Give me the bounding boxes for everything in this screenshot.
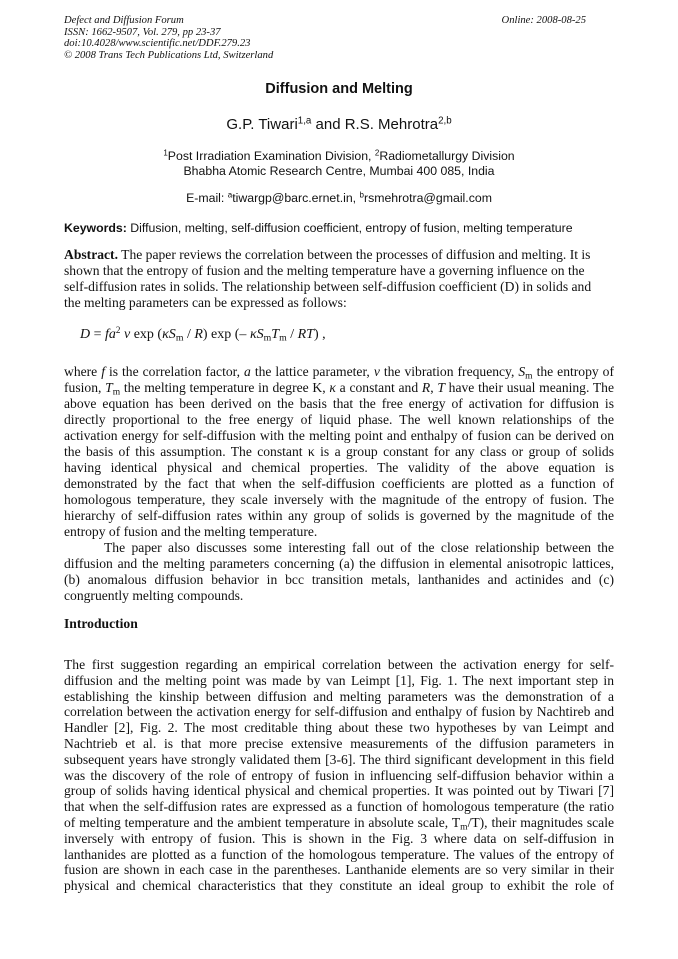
text-segment: D (80, 327, 91, 342)
text-line: that when the self-diffusion rates are expressed as a function of homologous temperature (the ratio (64, 799, 614, 815)
text-segment: m (525, 371, 533, 380)
text-line: diffusion and the melting point was made by van Leimpt [1], Fig. 1. The next important step in (64, 672, 614, 688)
text-segment: T (437, 380, 445, 395)
text-segment: RT (297, 327, 314, 342)
keywords (64, 221, 573, 235)
text-line: hierarchy of self-diffusion rates within any group of solids is governed by the magnitude of the (64, 508, 614, 523)
text-line (64, 380, 614, 396)
text-segment: ν (373, 364, 380, 379)
text-segment: / (286, 327, 298, 342)
text-line: above equation has been derived on the basis that the free energy of activation for diffusion is (64, 396, 614, 411)
text-segment: exp ( (130, 327, 163, 342)
text-segment: m (460, 822, 468, 831)
equation (80, 327, 630, 343)
paper-title: Diffusion and Melting (265, 81, 413, 97)
abstract (64, 247, 614, 311)
text-line: diffusion and the melting parameters concerning (a) the diffusion in elemental anisotropic lattices, (64, 556, 614, 571)
text-line: self-diffusion rates in solids. The relationship between self-diffusion coefficient (D) in solids and (64, 279, 592, 294)
author-2: and R.S. Mehrotra (311, 116, 439, 133)
affil-1: Post Irradiation Examination Division, (167, 149, 375, 163)
text-line (80, 327, 630, 343)
text-line: the basis of this assumption. The constant κ is a group constant for any class or group of solids (64, 444, 614, 459)
text-segment: m (175, 332, 184, 344)
text-segment: fusion, (64, 380, 106, 395)
institution: Bhabha Atomic Research Centre, Mumbai 400 085, India (183, 163, 495, 178)
text-line: demonstrated by the fact that when the self-diffusion coefficients are plotted as a function of (64, 476, 614, 491)
affil-mark: 2 (374, 148, 380, 158)
email-label: E-mail: (186, 191, 228, 205)
text-line: shown that the entropy of fusion and the melting temperature have a governing influence on the (64, 263, 585, 278)
text-segment: The paper reviews the correlation between the processes of diffusion and melting. It is (117, 247, 591, 262)
text-segment: have their usual meaning. The (444, 380, 614, 395)
text-segment: the vibration frequency, (379, 364, 519, 379)
author-1: G.P. Tiwari (226, 116, 298, 133)
copyright: © 2008 Trans Tech Publications Ltd, Switzerland (64, 49, 274, 61)
keywords-label: Keywords: (64, 221, 127, 235)
online-date: Online: 2008-08-25 (501, 15, 586, 26)
text-segment: ) , (313, 327, 326, 342)
text-line (64, 815, 614, 831)
text-segment: = (90, 327, 106, 342)
text-segment: T (271, 327, 280, 342)
text-segment: R (194, 327, 203, 342)
affiliations (0, 149, 678, 178)
text-segment: a (244, 364, 251, 379)
text-segment: the lattice parameter, (250, 364, 374, 379)
abstract-paragraph (64, 364, 614, 540)
text-segment: Abstract. (64, 247, 118, 262)
email-line (0, 191, 678, 205)
email-mark: a (227, 190, 233, 200)
text-line: activation energy for self-diffusion with the melting point and enthalpy of fusion can be derived on (64, 428, 614, 443)
text-segment: a constant and (335, 380, 422, 395)
text-line: Nachtrieb et al. is that more precise extensive measurements of the diffusion parameters in (64, 735, 614, 751)
affil-2: Radiometallurgy Division (379, 149, 515, 163)
text-line: fusion are shown in each case in the parentheses. Lanthanide elements are so very similar in their (64, 862, 614, 878)
text-segment: is the correlation factor, (104, 364, 245, 379)
text-segment: fa (105, 327, 116, 342)
text-line: entropy of fusion and the melting temperature. (64, 524, 318, 539)
text-line: subsequent years have strongly validated them [3-6]. The third significant development in this field (64, 751, 614, 767)
text-segment: S (518, 364, 526, 379)
journal-header (64, 15, 273, 61)
text-line: congruently melting compounds. (64, 588, 244, 603)
text-segment: , (430, 380, 438, 395)
text-line: directly proportional to the free energy of liquid phase. The well known relationships of the (64, 412, 614, 427)
journal-name: Defect and Diffusion Forum (64, 15, 184, 26)
section-heading: Introduction (64, 616, 138, 631)
text-segment: the entropy of (532, 364, 614, 379)
text-segment: ν (123, 327, 131, 342)
text-line: inversely with entropy of fusion. This is shown in the Fig. 3 where data on self-diffusion in (64, 830, 614, 846)
keywords-text: Diffusion, melting, self-diffusion coefficient, entropy of fusion, melting temperature (126, 221, 573, 235)
text-line: The first suggestion regarding an empirical correlation between the activation energy for self- (64, 657, 614, 672)
introduction-paragraph (64, 657, 614, 894)
text-segment: of melting temperature and the ambient temperature in absolute scale, T (64, 814, 461, 830)
author-2-affil: 2,b (438, 115, 452, 127)
text-line: physical and chemical characteristics that they constitute an ideal group to exhibit the role of (64, 878, 614, 894)
email-a[interactable]: tiwargp@barc.ernet.in, (232, 191, 360, 205)
email-mark: b (359, 190, 364, 200)
authors (0, 116, 678, 133)
text-segment: m (263, 332, 272, 344)
text-segment: the melting temperature in degree K, (120, 380, 330, 395)
issn-volume: ISSN: 1662-9507, Vol. 279, pp 23-37 (64, 26, 221, 38)
text-line: establishing the kinship between diffusion and melting parameters was the demonstration of a (64, 688, 614, 704)
text-segment: T (105, 380, 113, 395)
text-segment: where (64, 364, 102, 379)
author-1-affil: 1,a (297, 115, 312, 127)
text-segment: f (101, 364, 105, 379)
email-b[interactable]: rsmehrotra@gmail.com (363, 191, 492, 205)
text-line (64, 364, 614, 380)
text-segment: R (421, 380, 431, 395)
text-segment: κ (329, 380, 336, 395)
doi: doi:10.4028/www.scientific.net/DDF.279.23 (64, 38, 251, 50)
text-line: homologous temperature, they scale inversely with the magnitude of the entropy of fusion. The (64, 492, 614, 507)
text-line: having identical physical and chemical properties. The validity of the above equation is (64, 460, 614, 475)
text-segment: κS (249, 327, 264, 342)
text-segment: 2 (115, 325, 121, 335)
text-line (64, 247, 614, 263)
text-line: group of solids having identical physical and chemical properties. It was pointed out by Tiwari [7] (64, 783, 614, 799)
text-segment: / (183, 327, 195, 342)
text-segment: m (112, 387, 121, 396)
text-line: Handler [2], Fig. 2. The most creditable thing about these two hypotheses by van Leimpt and (64, 720, 614, 736)
text-line: (b) anomalous diffusion behavior in bcc transition metals, lanthanides and actinides and (c) (64, 572, 614, 587)
text-line: the melting parameters can be expressed as follows: (64, 295, 347, 310)
text-segment: /T), their magnitudes scale (467, 814, 614, 830)
text-segment: m (279, 332, 287, 344)
text-line: The paper also discusses some interesting fall out of the close relationship between the (104, 540, 614, 555)
text-segment: ) exp (– (202, 327, 250, 342)
affil-mark: 1 (163, 148, 168, 158)
abstract-paragraph-2 (64, 540, 614, 604)
text-line: was the discovery of the role of entropy of fusion in influencing self-diffusion behavior within a (64, 767, 614, 783)
text-line: lanthanides are plotted as a function of the homologous temperature. The values of the entropy of (64, 846, 614, 862)
text-segment: κS (162, 327, 176, 342)
text-line: correlation between the activation energy for self-diffusion and enthalpy of fusion by Nachtireb and (64, 704, 614, 720)
